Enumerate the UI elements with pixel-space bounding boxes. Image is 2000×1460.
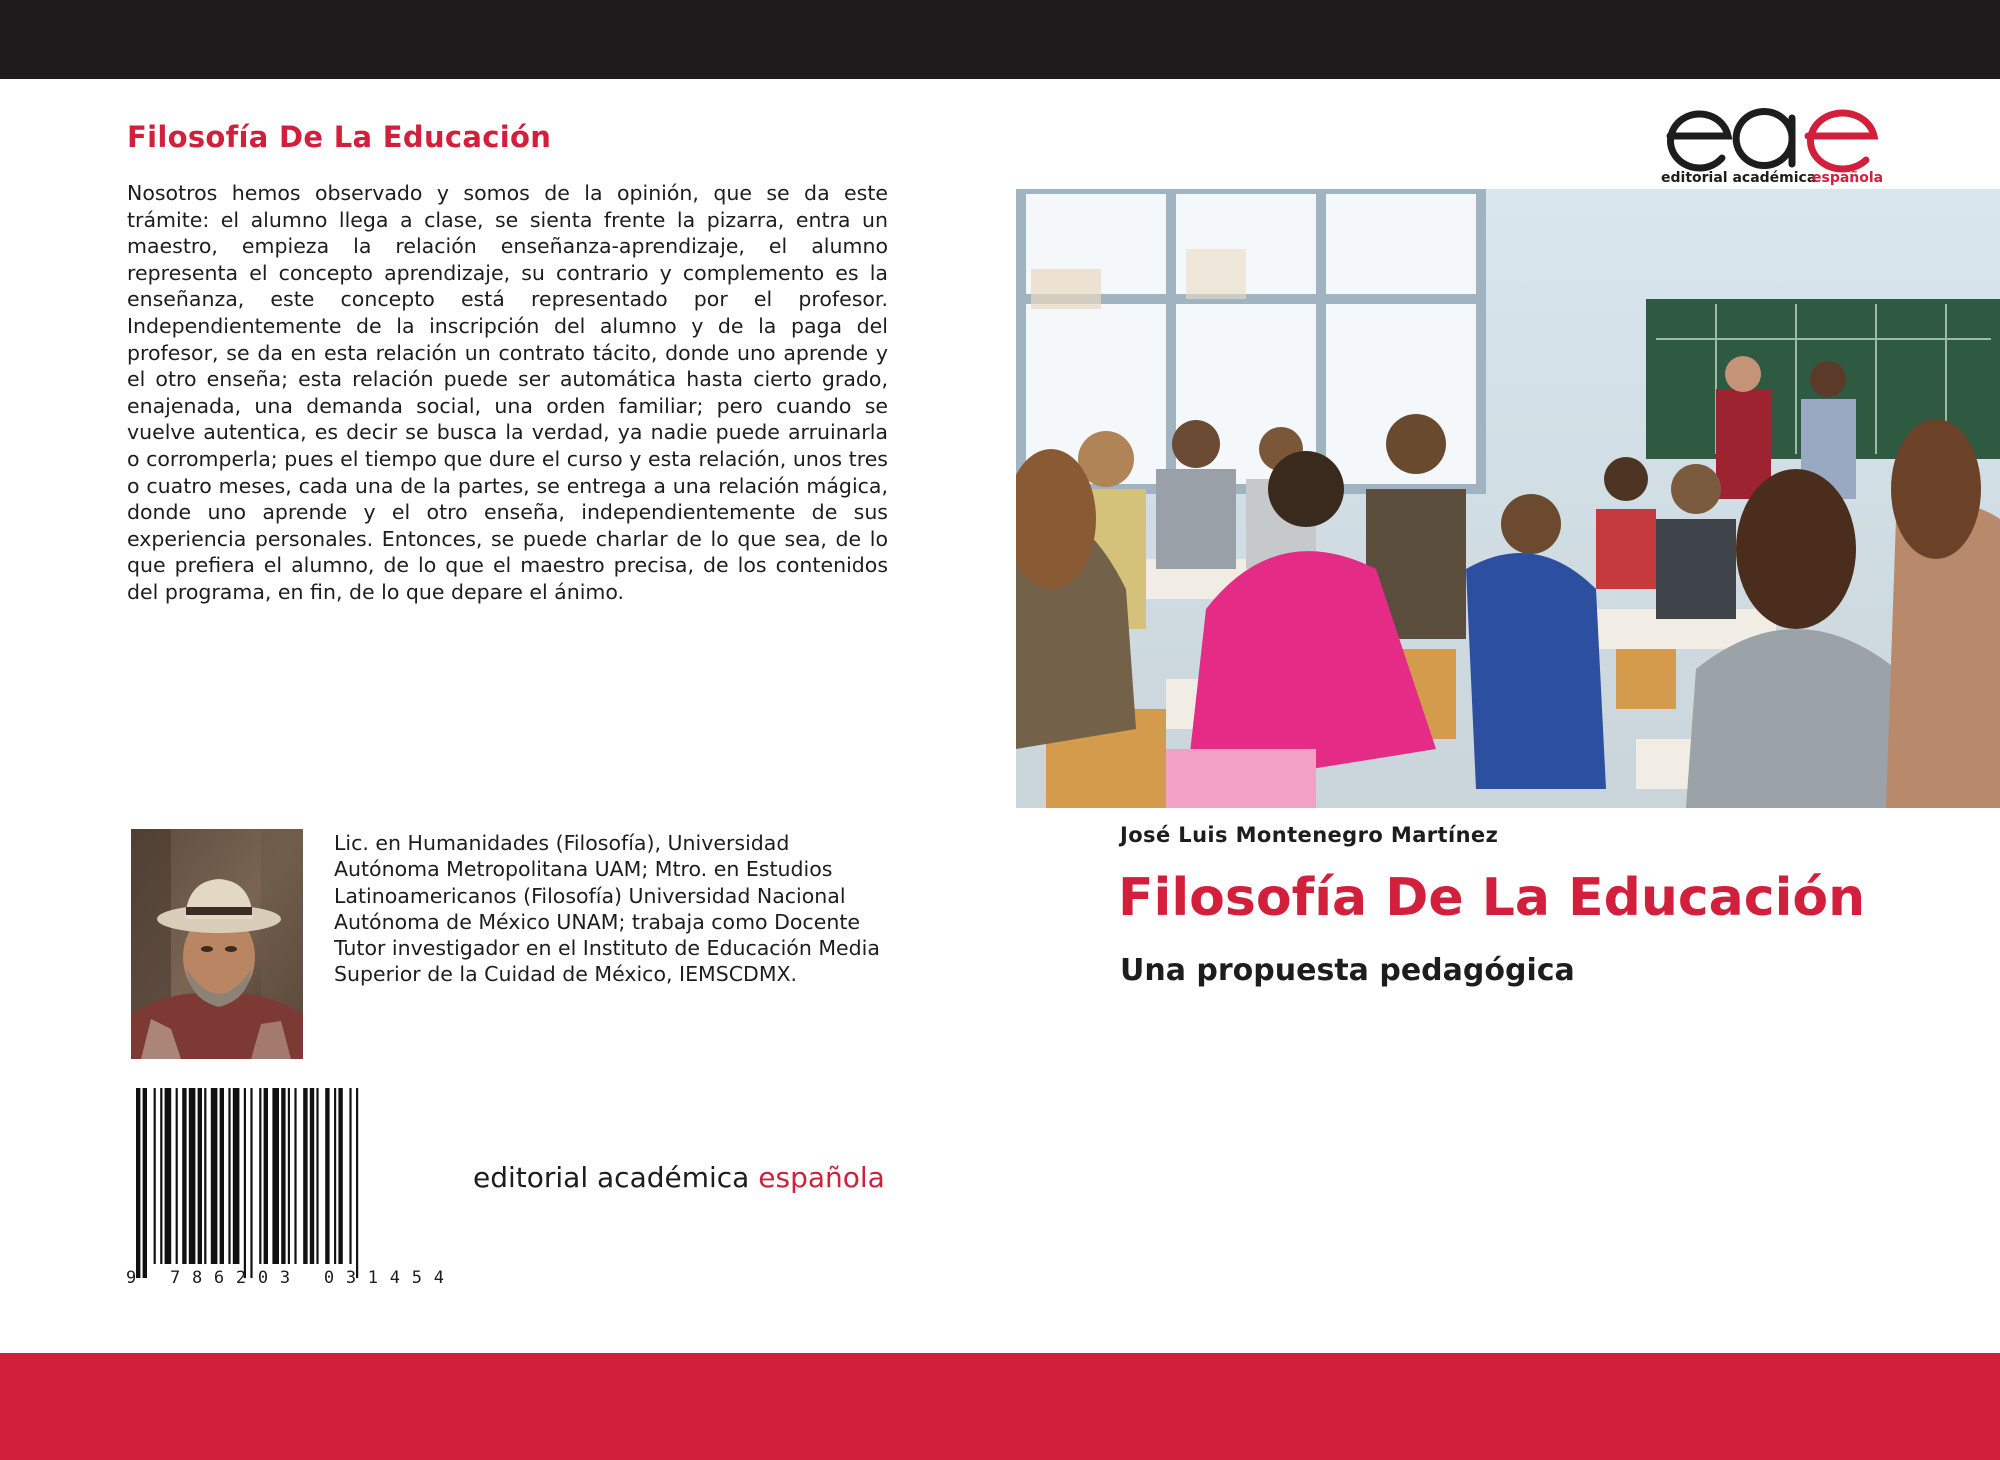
barcode-bar: [338, 1088, 342, 1264]
barcode-bar: [272, 1088, 279, 1264]
barcode-bar: [288, 1088, 290, 1264]
barcode-bar: [303, 1088, 307, 1264]
barcode-bar: [250, 1088, 252, 1278]
isbn-barcode: [126, 1088, 458, 1288]
logo-text: editorial académica: [1661, 170, 1817, 186]
barcode-bars: [126, 1088, 458, 1288]
classroom-photo: [1016, 189, 2000, 808]
barcode-bar: [211, 1088, 218, 1264]
front-cover-title: Filosofía De La Educación: [1118, 868, 1866, 928]
barcode-bar: [220, 1088, 224, 1264]
publisher-imprint: [473, 1161, 885, 1194]
publisher-name-accent: española: [758, 1161, 885, 1194]
barcode-bar: [356, 1088, 358, 1278]
barcode-bar: [189, 1088, 196, 1264]
eae-logo: [1660, 96, 1885, 188]
barcode-bar: [325, 1088, 329, 1264]
barcode-bar: [165, 1088, 172, 1264]
barcode-bar: [349, 1088, 351, 1264]
barcode-bar: [264, 1088, 268, 1264]
author-portrait-image: [131, 829, 303, 1059]
back-cover-title: Filosofía De La Educación: [127, 120, 552, 154]
barcode-bar: [310, 1088, 314, 1264]
logo-text-accent: española: [1812, 170, 1884, 186]
front-cover-subtitle: Una propuesta pedagógica: [1120, 953, 1575, 988]
isbn-digits: 9 786203 031454: [126, 1268, 444, 1288]
author-name: José Luis Montenegro Martínez: [1120, 823, 1499, 847]
barcode-bar: [182, 1088, 186, 1264]
barcode-bar: [233, 1088, 240, 1264]
barcode-bar: [204, 1088, 206, 1264]
back-cover-blurb: Nosotros hemos observado y somos de la opinión, que se da este trámite: el alumno llega a clase, se sienta frente la pizarra, entra un maestro, empieza la relación enseñanza-aprendizaje, el alumno representa el concepto aprendizaje, su contrario y complemento es la enseñanza, este concepto está representado por el profesor. Independientemente de la inscripción del alumno y de la paga del profesor, se da en esta relación un contrato tácito, donde uno aprende y el otro enseña; esta relación puede ser automática hasta cierto grado, enajenada, una demanda social, una orden familiar; pero cuando se vuelve autentica, es decir se busca la verdad, ya nadie puede arruinarla o corromperla; pues el tiempo que dure el curso y esta relación, unos tres o cuatro meses, cada una de la partes, se entrega a una relación mágica, donde uno aprende y el otro enseña, independientemente de sus experiencia personales. Entonces, se puede charlar de lo que sea, de lo que prefiera el alumno, de lo que el maestro precisa, de los contenidos del programa, en fin, de lo que depare el ánimo.: [127, 181, 888, 604]
author-photo: [131, 829, 303, 1059]
bottom-red-band: [0, 1353, 2000, 1460]
barcode-bar: [316, 1088, 318, 1264]
barcode-bar: [143, 1088, 147, 1278]
barcode-bar: [228, 1088, 230, 1264]
barcode-bar: [160, 1088, 162, 1264]
barcode-bar: [136, 1088, 140, 1278]
barcode-bar: [294, 1088, 296, 1264]
publisher-name: editorial académica: [473, 1161, 750, 1194]
eae-logo-mark: [1660, 96, 1885, 188]
barcode-bar: [176, 1088, 178, 1264]
author-bio: Lic. en Humanidades (Filosofía), Universidad Autónoma Metropolitana UAM; Mtro. en Estudios Latinoamericanos (Filosofía) Universidad Nacional Autónoma de México UNAM; trabaja como Docente Tutor investigador en el Instituto de Educación Media Superior de la Cuidad de México, IEMSCDMX.: [334, 831, 880, 987]
top-dark-band: [0, 0, 2000, 79]
barcode-bar: [244, 1088, 246, 1278]
barcode-bar: [259, 1088, 261, 1264]
classroom-illustration: [1016, 189, 2000, 808]
barcode-bar: [334, 1088, 336, 1264]
barcode-bar: [154, 1088, 156, 1264]
barcode-bar: [198, 1088, 202, 1264]
barcode-bar: [281, 1088, 285, 1264]
